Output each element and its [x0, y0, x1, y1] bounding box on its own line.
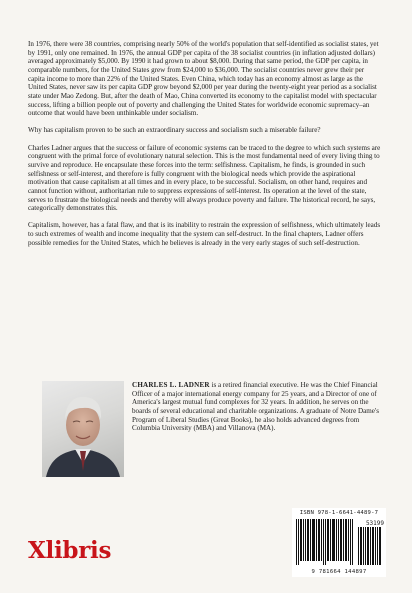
price-barcode [358, 527, 382, 565]
synopsis [28, 40, 382, 256]
author-photo [42, 381, 124, 477]
synopsis-paragraph-2: Why has capitalism proven to be such an extraordinary success and socialism such a miserable failure? [28, 126, 321, 135]
price-code: 53199 [365, 520, 384, 527]
synopsis-paragraph-4: Capitalism, however, has a fatal flaw, and that is its inability to restrain the expression of selfishness, which ultimately leads to such extremes of wealth and income inequality that the system can self-destruct. In the final chapters, Ladner offers possible remedies for the United States, which he believes is already in the very early stages of such self-destruction. [28, 221, 381, 247]
isbn-text: ISBN 978-1-6641-4489-7 [299, 510, 379, 516]
author-bio-text: is a retired financial executive. He was the Chief Financial Officer of a major international energy company for 25 years, and a Director of one of America's largest mutual fund complexes for 32 years. In addition, he serves on the boards of several educational and charitable organizations. A graduate of Notre Dame's Program of Liberal Studies (Great Books), he also holds advanced degrees from Columbia University (MBA) and Villanova (MA). [132, 381, 379, 433]
synopsis-paragraph-1: In 1976, there were 38 countries, comprising nearly 50% of the world's population that self-identified as socialist states, yet by 1991, only one remained. In 1976, the annual GDP per capita of the 38 socialist countries (in inflation adjusted dollars) averaged approximately $5,000. By 1990 it had grown to about $8,000. During that same period, the GDP per capita, in comparable numbers, for the United States grew from $24,000 to $36,000. The socialist countries never grew their per capita income to more than 22% of the United States. Even China, which today has an economy almost as large as the United States, never saw its per capita GDP grow beyond $2,000 per year during the twenty-eight year period as a socialist state under Mao Zedong. But, after the death of Mao, China converted its economy to the capitalist model with spectacular success, lifting a billion people out of poverty and challenging the United States for worldwide economic supremacy–an outcome that would have been unthinkable under socialism. [28, 40, 379, 118]
synopsis-paragraph-3: Charles Ladner argues that the success or failure of economic systems can be traced to the degree to which such systems are congruent with the primal force of evolutionary natural selection. This is the most fundamental need of every living thing to survive and reproduce. He encapsulate these forces into the term: selfishness. Capitalism, he finds, is grounded in such selfishness or self-interest, and therefore is fully congruent with the biological needs which provide the aspirational motivation that cause capitalism at all times and in every place, to be successful. Socialism, on other hand, requires and cannot function without, authoritarian rule to suppress expressions of self-interest. Its operation at the level of the state, serves to frustrate the biological needs and thereby will always produce poverty and failure. The historical record, he says, categorically demonstrates this. [28, 143, 381, 213]
author-bio [132, 381, 382, 433]
ean-barcode [296, 519, 354, 565]
publisher-logo: Xlibris [28, 537, 112, 564]
isbn-barcode-box [292, 508, 386, 577]
ean-digits: 9 781664 144897 [311, 569, 367, 575]
author-section [28, 375, 382, 503]
author-portrait-illustration [42, 381, 124, 477]
author-name: CHARLES L. LADNER [132, 381, 210, 389]
